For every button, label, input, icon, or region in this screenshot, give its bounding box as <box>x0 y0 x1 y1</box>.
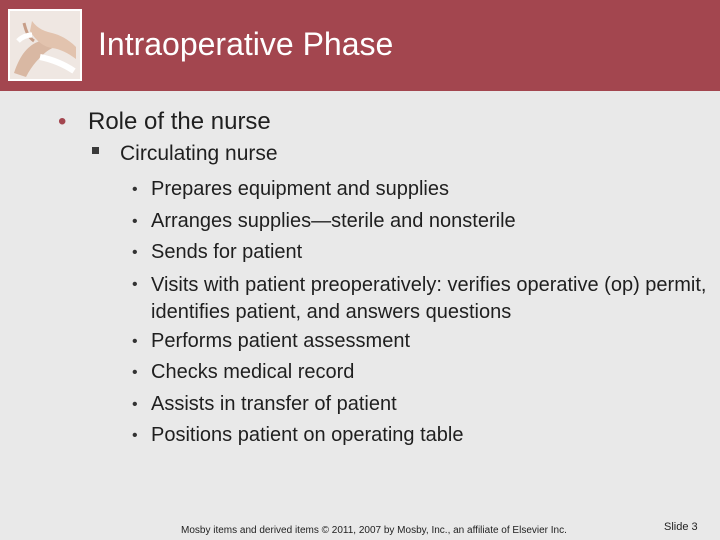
duties-list <box>132 174 712 452</box>
bullet-icon: • <box>132 364 138 381</box>
bullet-icon: • <box>132 275 138 293</box>
level1-text: Role of the nurse <box>88 108 271 135</box>
bullet-icon: • <box>132 212 138 230</box>
list-item <box>132 174 712 206</box>
slide-title: Intraoperative Phase <box>98 26 394 62</box>
list-item-text: Positions patient on operating table <box>151 424 464 446</box>
slide-number: Slide 3 <box>664 521 698 533</box>
list-item <box>132 269 712 326</box>
bullet-icon: • <box>58 108 67 135</box>
list-item <box>132 420 712 452</box>
bullet-icon: • <box>132 427 138 444</box>
square-bullet-icon <box>92 147 99 154</box>
list-item <box>132 206 712 238</box>
copyright-footer: Mosby items and derived items © 2011, 2007 by Mosby, Inc., an affiliate of Elsevier Inc. <box>181 525 567 536</box>
list-item-text: Arranges supplies—sterile and nonsterile <box>151 209 516 232</box>
list-item-text: Visits with patient preoperatively: verifies operative (op) permit, identifies patient, and answers questions <box>151 273 707 323</box>
list-item-text: Assists in transfer of patient <box>151 392 397 415</box>
bullet-icon: • <box>132 332 138 350</box>
list-item-text: Sends for patient <box>151 241 303 263</box>
level2-text: Circulating nurse <box>120 142 278 165</box>
list-item <box>132 237 712 269</box>
list-item-text: Prepares equipment and supplies <box>151 178 449 200</box>
list-item <box>132 357 712 389</box>
bullet-icon: • <box>132 181 138 198</box>
list-item <box>132 389 712 421</box>
bullet-icon: • <box>132 244 138 261</box>
list-item-text: Checks medical record <box>151 361 355 383</box>
list-item <box>132 326 712 358</box>
bullet-icon: • <box>132 395 138 413</box>
list-item-text: Performs patient assessment <box>151 329 410 352</box>
